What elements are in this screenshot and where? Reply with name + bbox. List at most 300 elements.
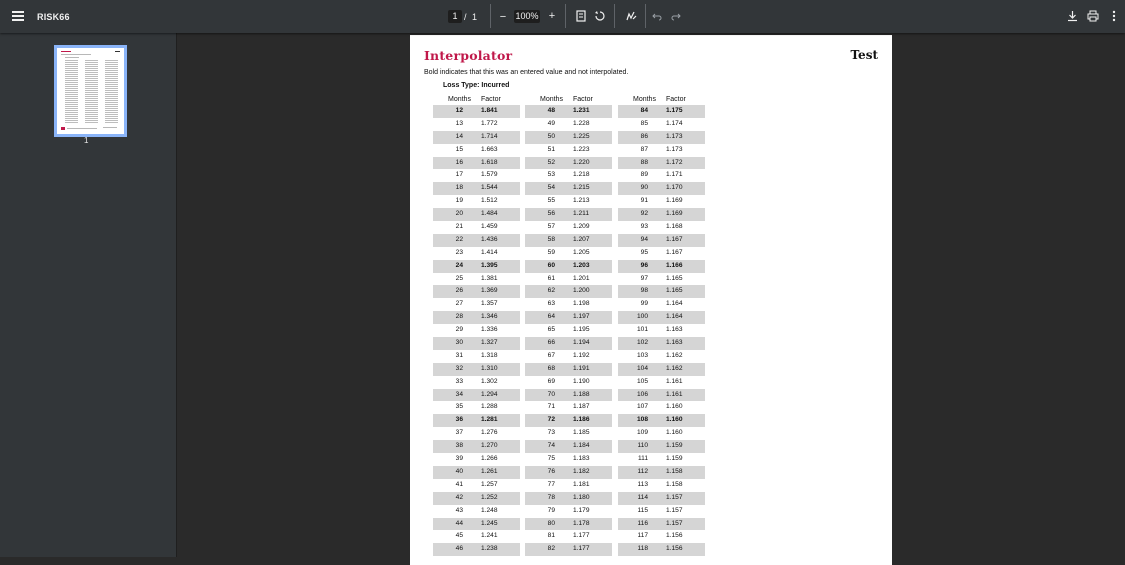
months-cell: 70 (547, 390, 555, 398)
factor-cell: 1.203 (573, 261, 590, 269)
factor-cell: 1.157 (666, 506, 683, 514)
table-row (525, 453, 612, 466)
table-row (525, 350, 612, 363)
months-cell: 44 (455, 519, 463, 527)
table-row (433, 311, 520, 324)
factor-cell: 1.207 (573, 235, 590, 243)
zoom-out-icon[interactable]: − (499, 11, 507, 23)
factor-cell: 1.180 (573, 493, 590, 501)
table-row (433, 285, 520, 298)
factor-cell: 1.209 (573, 223, 590, 231)
table-row (618, 118, 705, 131)
months-cell: 12 (455, 107, 463, 114)
table-row (618, 479, 705, 492)
page-separator: / (464, 12, 467, 22)
rotate-icon[interactable] (594, 10, 606, 22)
months-cell: 95 (640, 248, 648, 256)
table-row (525, 518, 612, 531)
factor-cell: 1.211 (573, 210, 590, 218)
table-row (525, 479, 612, 492)
factor-cell: 1.186 (573, 416, 590, 424)
months-cell: 86 (640, 132, 648, 140)
factor-cell: 1.177 (573, 545, 590, 553)
months-cell: 53 (547, 171, 555, 179)
table-row (433, 492, 520, 505)
months-cell: 99 (640, 300, 648, 308)
factor-cell: 1.166 (666, 261, 683, 269)
table-header (525, 96, 612, 105)
pdf-page (410, 35, 892, 565)
months-cell: 27 (455, 300, 463, 308)
table-row (618, 453, 705, 466)
table-row (618, 492, 705, 505)
table-row (618, 247, 705, 260)
months-cell: 98 (640, 287, 648, 295)
factor-cell: 1.163 (666, 326, 683, 334)
factor-cell: 1.512 (481, 197, 498, 205)
table-row (433, 350, 520, 363)
factor-cell: 1.157 (666, 493, 683, 501)
months-cell: 74 (547, 442, 555, 450)
months-cell: 115 (637, 506, 648, 514)
table-row (618, 221, 705, 234)
factor-cell: 1.158 (666, 467, 683, 475)
months-cell: 18 (455, 184, 463, 192)
factor-cell: 1.184 (573, 442, 590, 450)
table-row (433, 427, 520, 440)
table-row (433, 208, 520, 221)
months-cell: 75 (547, 455, 555, 463)
months-cell: 112 (637, 467, 648, 475)
redo-icon[interactable] (671, 11, 681, 21)
table-row (525, 530, 612, 543)
factor-cell: 1.188 (573, 390, 590, 398)
table-row (433, 376, 520, 389)
table-row (433, 414, 520, 427)
factor-cell: 1.169 (666, 210, 683, 218)
table-row (525, 324, 612, 337)
table-row (618, 337, 705, 350)
table-row (525, 273, 612, 286)
months-cell: 22 (455, 235, 463, 243)
table-row (433, 530, 520, 543)
table-row (525, 157, 612, 170)
factor-cell: 1.173 (666, 145, 683, 153)
annotate-icon[interactable] (625, 10, 637, 22)
factor-cell: 1.198 (573, 300, 590, 308)
factor-cell: 1.156 (666, 532, 683, 540)
factor-cell: 1.544 (481, 184, 498, 192)
factor-header: Factor (666, 96, 686, 103)
subtitle-text: Bold indicates that this was an entered value and not interpolated. (424, 69, 629, 76)
months-cell: 65 (547, 326, 555, 334)
table-row (525, 363, 612, 376)
table-row (618, 324, 705, 337)
factor-cell: 1.238 (481, 545, 498, 553)
months-cell: 93 (640, 223, 648, 231)
table-row (525, 543, 612, 556)
months-header: Months (633, 96, 656, 103)
zoom-level-input[interactable]: 100% (515, 11, 539, 21)
months-cell: 42 (455, 493, 463, 501)
factor-cell: 1.171 (666, 171, 683, 179)
loss-type-label: Loss Type: Incurred (443, 82, 510, 89)
months-cell: 16 (455, 158, 463, 166)
factor-cell: 1.183 (573, 455, 590, 463)
months-cell: 46 (455, 545, 463, 553)
months-cell: 78 (547, 493, 555, 501)
table-row (433, 298, 520, 311)
months-cell: 106 (636, 390, 648, 398)
table-row (525, 169, 612, 182)
factor-cell: 1.177 (573, 532, 590, 540)
months-cell: 55 (547, 197, 555, 205)
table-row (525, 208, 612, 221)
table-row (433, 389, 520, 402)
factor-cell: 1.772 (481, 119, 498, 127)
months-cell: 40 (455, 467, 463, 475)
months-cell: 51 (547, 145, 555, 153)
months-cell: 39 (455, 455, 463, 463)
factor-cell: 1.213 (573, 197, 590, 205)
thumbnail-page-number: 1 (84, 136, 89, 145)
factor-cell: 1.276 (481, 429, 498, 437)
page-thumbnail[interactable] (54, 45, 127, 137)
factor-cell: 1.381 (481, 274, 498, 282)
factor-cell: 1.241 (481, 532, 498, 540)
factor-cell: 1.225 (573, 132, 590, 140)
page-number-input[interactable]: 1 (448, 10, 462, 23)
months-cell: 87 (640, 145, 648, 153)
factor-cell: 1.164 (666, 313, 683, 321)
table-row (525, 466, 612, 479)
months-cell: 102 (636, 339, 648, 347)
months-cell: 89 (640, 171, 648, 179)
months-cell: 26 (455, 287, 463, 295)
table-row (618, 427, 705, 440)
factor-cell: 1.163 (666, 339, 683, 347)
undo-icon[interactable] (652, 11, 662, 21)
months-cell: 88 (640, 158, 648, 166)
months-cell: 62 (547, 287, 555, 295)
table-row (433, 440, 520, 453)
months-cell: 96 (640, 261, 648, 269)
table-row (525, 311, 612, 324)
table-row (433, 363, 520, 376)
months-cell: 13 (455, 119, 463, 127)
months-cell: 69 (547, 377, 555, 385)
table-row (525, 285, 612, 298)
months-cell: 49 (547, 119, 555, 127)
toolbar-divider (614, 4, 615, 28)
table-row (433, 466, 520, 479)
months-cell: 68 (547, 364, 555, 372)
months-cell: 38 (455, 442, 463, 450)
factor-cell: 1.190 (573, 377, 590, 385)
table-row (618, 414, 705, 427)
factor-cell: 1.310 (481, 364, 498, 372)
table-row (618, 208, 705, 221)
months-cell: 107 (636, 403, 648, 411)
months-cell: 36 (455, 416, 463, 424)
months-cell: 17 (455, 171, 463, 179)
table-row (433, 182, 520, 195)
months-cell: 31 (455, 351, 463, 359)
factor-cell: 1.257 (481, 480, 498, 488)
table-row (433, 234, 520, 247)
months-cell: 84 (640, 107, 648, 114)
factor-cell: 1.167 (666, 235, 683, 243)
factor-cell: 1.484 (481, 210, 498, 218)
months-cell: 64 (547, 313, 555, 321)
factor-cell: 1.165 (666, 287, 683, 295)
factor-cell: 1.174 (666, 119, 683, 127)
table-row (618, 285, 705, 298)
factor-cell: 1.288 (481, 403, 498, 411)
months-cell: 101 (636, 326, 648, 334)
table-row (433, 221, 520, 234)
factor-cell: 1.205 (573, 248, 590, 256)
factor-cell: 1.162 (666, 364, 683, 372)
months-cell: 56 (547, 210, 555, 218)
factor-cell: 1.162 (666, 351, 683, 359)
months-cell: 21 (455, 223, 463, 231)
factor-cell: 1.195 (573, 326, 590, 334)
factor-cell: 1.159 (666, 455, 683, 463)
table-row (618, 518, 705, 531)
months-cell: 80 (547, 519, 555, 527)
months-cell: 66 (547, 339, 555, 347)
months-cell: 14 (455, 132, 463, 140)
factor-cell: 1.579 (481, 171, 498, 179)
months-cell: 50 (547, 132, 555, 140)
document-title: RISK66 (37, 12, 70, 22)
months-cell: 82 (547, 545, 555, 553)
factor-cell: 1.160 (666, 416, 683, 424)
factor-cell: 1.327 (481, 339, 498, 347)
table-row (433, 144, 520, 157)
factor-cell: 1.165 (666, 274, 683, 282)
factor-cell: 1.201 (573, 274, 590, 282)
months-cell: 19 (455, 197, 463, 205)
table-row (433, 131, 520, 144)
months-cell: 118 (637, 545, 648, 553)
table-row (433, 505, 520, 518)
table-row (525, 221, 612, 234)
table-row (618, 350, 705, 363)
factor-cell: 1.175 (666, 107, 683, 114)
table-row (525, 131, 612, 144)
table-row (433, 324, 520, 337)
factor-cell: 1.158 (666, 480, 683, 488)
table-row (618, 311, 705, 324)
months-header: Months (448, 96, 471, 103)
factor-cell: 1.191 (573, 364, 590, 372)
months-cell: 91 (640, 197, 648, 205)
months-cell: 77 (547, 480, 555, 488)
months-cell: 81 (547, 532, 555, 540)
table-row (433, 273, 520, 286)
table-row (618, 234, 705, 247)
months-cell: 71 (547, 403, 555, 411)
table-row (618, 401, 705, 414)
factor-cell: 1.182 (573, 467, 590, 475)
table-row (433, 195, 520, 208)
months-cell: 72 (547, 416, 555, 424)
months-cell: 15 (455, 145, 463, 153)
table-row (525, 260, 612, 273)
factor-cell: 1.714 (481, 132, 498, 140)
table-row (433, 105, 520, 118)
table-row (433, 337, 520, 350)
table-row (525, 118, 612, 131)
table-row (618, 169, 705, 182)
factor-cell: 1.167 (666, 248, 683, 256)
months-cell: 113 (637, 480, 648, 488)
table-row (618, 505, 705, 518)
factor-cell: 1.414 (481, 248, 498, 256)
table-row (525, 234, 612, 247)
months-cell: 41 (455, 480, 463, 488)
months-cell: 35 (455, 403, 463, 411)
months-cell: 25 (455, 274, 463, 282)
factor-cell: 1.156 (666, 545, 683, 553)
factor-cell: 1.318 (481, 351, 498, 359)
factor-cell: 1.459 (481, 223, 498, 231)
table-row (433, 247, 520, 260)
months-cell: 52 (547, 158, 555, 166)
factor-cell: 1.294 (481, 390, 498, 398)
factor-cell: 1.228 (573, 119, 590, 127)
months-cell: 59 (547, 248, 555, 256)
factor-table-column-1 (433, 96, 520, 556)
factor-table-column-2 (525, 96, 612, 556)
months-cell: 20 (455, 210, 463, 218)
table-row (433, 453, 520, 466)
months-cell: 33 (455, 377, 463, 385)
months-cell: 104 (636, 364, 648, 372)
factor-cell: 1.261 (481, 467, 498, 475)
table-row (433, 401, 520, 414)
table-row (525, 337, 612, 350)
factor-cell: 1.231 (573, 107, 590, 114)
months-cell: 76 (547, 467, 555, 475)
table-row (525, 427, 612, 440)
months-cell: 61 (547, 274, 555, 282)
table-row (433, 157, 520, 170)
table-row (433, 169, 520, 182)
months-cell: 73 (547, 429, 555, 437)
months-cell: 111 (637, 455, 648, 463)
months-cell: 63 (547, 300, 555, 308)
factor-header: Factor (481, 96, 501, 103)
factor-cell: 1.346 (481, 313, 498, 321)
more-icon[interactable] (1112, 10, 1116, 22)
months-cell: 37 (455, 429, 463, 437)
table-row (618, 543, 705, 556)
factor-cell: 1.266 (481, 455, 498, 463)
factor-cell: 1.179 (573, 506, 590, 514)
factor-cell: 1.357 (481, 300, 498, 308)
factor-cell: 1.187 (573, 403, 590, 411)
table-row (433, 260, 520, 273)
table-row (525, 414, 612, 427)
table-row (525, 195, 612, 208)
factor-cell: 1.618 (481, 158, 498, 166)
table-row (618, 144, 705, 157)
table-row (618, 260, 705, 273)
factor-cell: 1.157 (666, 519, 683, 527)
page-total: 1 (472, 12, 478, 22)
months-cell: 67 (547, 351, 555, 359)
factor-cell: 1.215 (573, 184, 590, 192)
table-row (618, 530, 705, 543)
table-row (525, 182, 612, 195)
months-cell: 110 (637, 442, 648, 450)
factor-cell: 1.181 (573, 480, 590, 488)
fit-page-icon[interactable] (576, 10, 586, 22)
months-cell: 48 (547, 107, 555, 114)
months-cell: 116 (637, 519, 648, 527)
download-icon[interactable] (1067, 10, 1078, 22)
zoom-in-icon[interactable]: + (548, 10, 556, 22)
factor-cell: 1.178 (573, 519, 590, 527)
months-cell: 103 (636, 351, 648, 359)
factor-cell: 1.173 (666, 132, 683, 140)
months-cell: 58 (547, 235, 555, 243)
table-row (433, 118, 520, 131)
months-cell: 92 (640, 210, 648, 218)
factor-cell: 1.220 (573, 158, 590, 166)
factor-cell: 1.223 (573, 145, 590, 153)
factor-cell: 1.161 (666, 390, 683, 398)
months-header: Months (540, 96, 563, 103)
factor-header: Factor (573, 96, 593, 103)
print-icon[interactable] (1087, 10, 1099, 22)
factor-cell: 1.248 (481, 506, 498, 514)
factor-cell: 1.336 (481, 326, 498, 334)
table-row (525, 389, 612, 402)
table-row (525, 401, 612, 414)
table-row (525, 440, 612, 453)
table-row (618, 466, 705, 479)
table-row (618, 298, 705, 311)
factor-cell: 1.663 (481, 145, 498, 153)
page-title: Interpolator (424, 48, 513, 63)
factor-cell: 1.172 (666, 158, 683, 166)
factor-cell: 1.218 (573, 171, 590, 179)
months-cell: 24 (455, 261, 463, 269)
table-row (433, 518, 520, 531)
table-row (618, 389, 705, 402)
table-row (618, 273, 705, 286)
menu-icon[interactable] (12, 9, 24, 25)
table-row (433, 543, 520, 556)
factor-cell: 1.270 (481, 442, 498, 450)
table-row (618, 105, 705, 118)
test-label: Test (850, 48, 878, 62)
months-cell: 85 (640, 119, 648, 127)
table-row (433, 479, 520, 492)
months-cell: 97 (640, 274, 648, 282)
months-cell: 108 (636, 416, 648, 424)
months-cell: 94 (640, 235, 648, 243)
toolbar-divider (565, 4, 566, 28)
table-row (525, 247, 612, 260)
factor-cell: 1.302 (481, 377, 498, 385)
table-row (525, 298, 612, 311)
months-cell: 32 (455, 364, 463, 372)
